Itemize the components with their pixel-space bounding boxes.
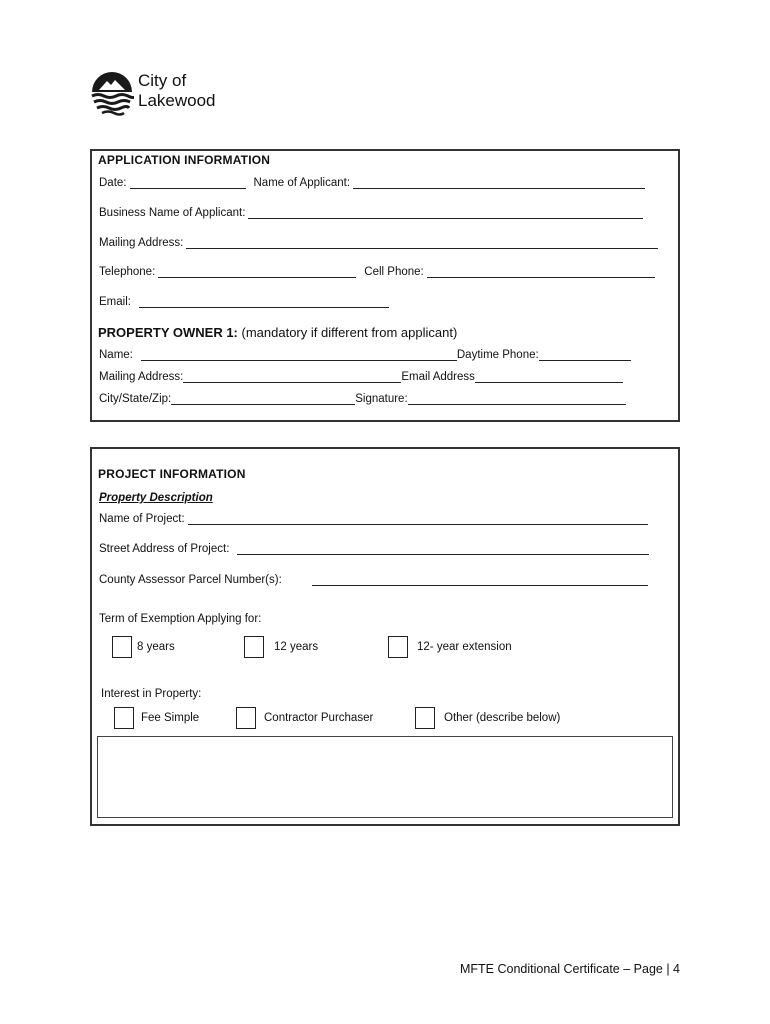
logo-city-of: City of xyxy=(138,71,187,90)
property-description-heading: Property Description xyxy=(99,492,213,504)
property-owner-note: (mandatory if different from applicant) xyxy=(237,325,458,340)
street-address-field[interactable] xyxy=(237,543,649,555)
checkbox-other[interactable] xyxy=(415,707,435,729)
option-12-year-extension: 12- year extension xyxy=(417,641,512,653)
owner-mailing-field[interactable] xyxy=(183,371,401,383)
date-applicant-row xyxy=(99,177,645,189)
owner-mailing-row xyxy=(99,371,623,383)
telephone-label: Telephone: xyxy=(99,266,156,278)
owner-name-label: Name: xyxy=(99,349,133,361)
interest-in-property-label: Interest in Property: xyxy=(101,688,202,700)
project-name-field[interactable] xyxy=(188,513,648,525)
date-label: Date: xyxy=(99,177,127,189)
email-label: Email: xyxy=(99,296,131,308)
logo-lakewood: Lakewood xyxy=(138,91,216,110)
email-row xyxy=(99,296,389,308)
telephone-row xyxy=(99,266,655,278)
application-title: APPLICATION INFORMATION xyxy=(98,153,271,167)
option-contractor-purchaser: Contractor Purchaser xyxy=(264,712,374,724)
email-field[interactable] xyxy=(139,296,389,308)
date-field[interactable] xyxy=(130,177,246,189)
owner-city-row xyxy=(99,393,626,405)
checkbox-8-years[interactable] xyxy=(112,636,132,658)
project-name-label: Name of Project: xyxy=(99,513,185,525)
business-name-row xyxy=(99,207,643,219)
city-logo xyxy=(90,68,240,120)
term-exemption-label: Term of Exemption Applying for: xyxy=(99,613,262,625)
option-8-years: 8 years xyxy=(137,641,175,653)
mailing-address-row xyxy=(99,237,658,249)
daytime-phone-field[interactable] xyxy=(539,349,631,361)
parcel-number-row xyxy=(99,574,648,586)
project-title: PROJECT INFORMATION xyxy=(98,467,246,481)
other-description-field[interactable] xyxy=(97,736,673,818)
checkbox-contractor-purchaser[interactable] xyxy=(236,707,256,729)
cell-phone-field[interactable] xyxy=(427,266,655,278)
project-name-row xyxy=(99,513,648,525)
owner-city-label: City/State/Zip: xyxy=(99,393,172,405)
checkbox-12-year-extension[interactable] xyxy=(388,636,408,658)
property-owner-label: PROPERTY OWNER 1: xyxy=(98,325,238,340)
daytime-phone-label: Daytime Phone: xyxy=(456,349,539,361)
owner-email-label: Email Address xyxy=(401,371,475,383)
applicant-name-label: Name of Applicant: xyxy=(253,177,351,189)
option-fee-simple: Fee Simple xyxy=(141,712,200,724)
signature-label: Signature: xyxy=(355,393,408,405)
mailing-address-label: Mailing Address: xyxy=(99,237,184,249)
parcel-number-label: County Assessor Parcel Number(s): xyxy=(99,574,282,586)
option-12-years: 12 years xyxy=(274,641,319,653)
applicant-name-field[interactable] xyxy=(353,177,645,189)
owner-name-row xyxy=(99,349,631,361)
business-name-label: Business Name of Applicant: xyxy=(99,207,246,219)
street-address-row xyxy=(99,543,649,555)
cell-phone-label: Cell Phone: xyxy=(364,266,424,278)
application-information-section xyxy=(90,149,680,422)
logo-text xyxy=(138,71,216,111)
checkbox-12-years[interactable] xyxy=(244,636,264,658)
checkbox-fee-simple[interactable] xyxy=(114,707,134,729)
telephone-field[interactable] xyxy=(158,266,356,278)
business-name-field[interactable] xyxy=(248,207,643,219)
street-address-label: Street Address of Project: xyxy=(99,543,230,555)
project-information-section xyxy=(90,447,680,826)
parcel-number-field[interactable] xyxy=(312,574,648,586)
owner-city-field[interactable] xyxy=(171,393,355,405)
property-owner-heading xyxy=(98,325,457,340)
page-footer: MFTE Conditional Certificate – Page | 4 xyxy=(459,962,680,976)
lakewood-mountain-water-icon xyxy=(90,68,134,116)
option-other: Other (describe below) xyxy=(444,712,561,724)
signature-field[interactable] xyxy=(408,393,626,405)
owner-email-field[interactable] xyxy=(475,371,623,383)
owner-mailing-label: Mailing Address: xyxy=(99,371,184,383)
mailing-address-field[interactable] xyxy=(186,237,658,249)
owner-name-field[interactable] xyxy=(141,349,457,361)
